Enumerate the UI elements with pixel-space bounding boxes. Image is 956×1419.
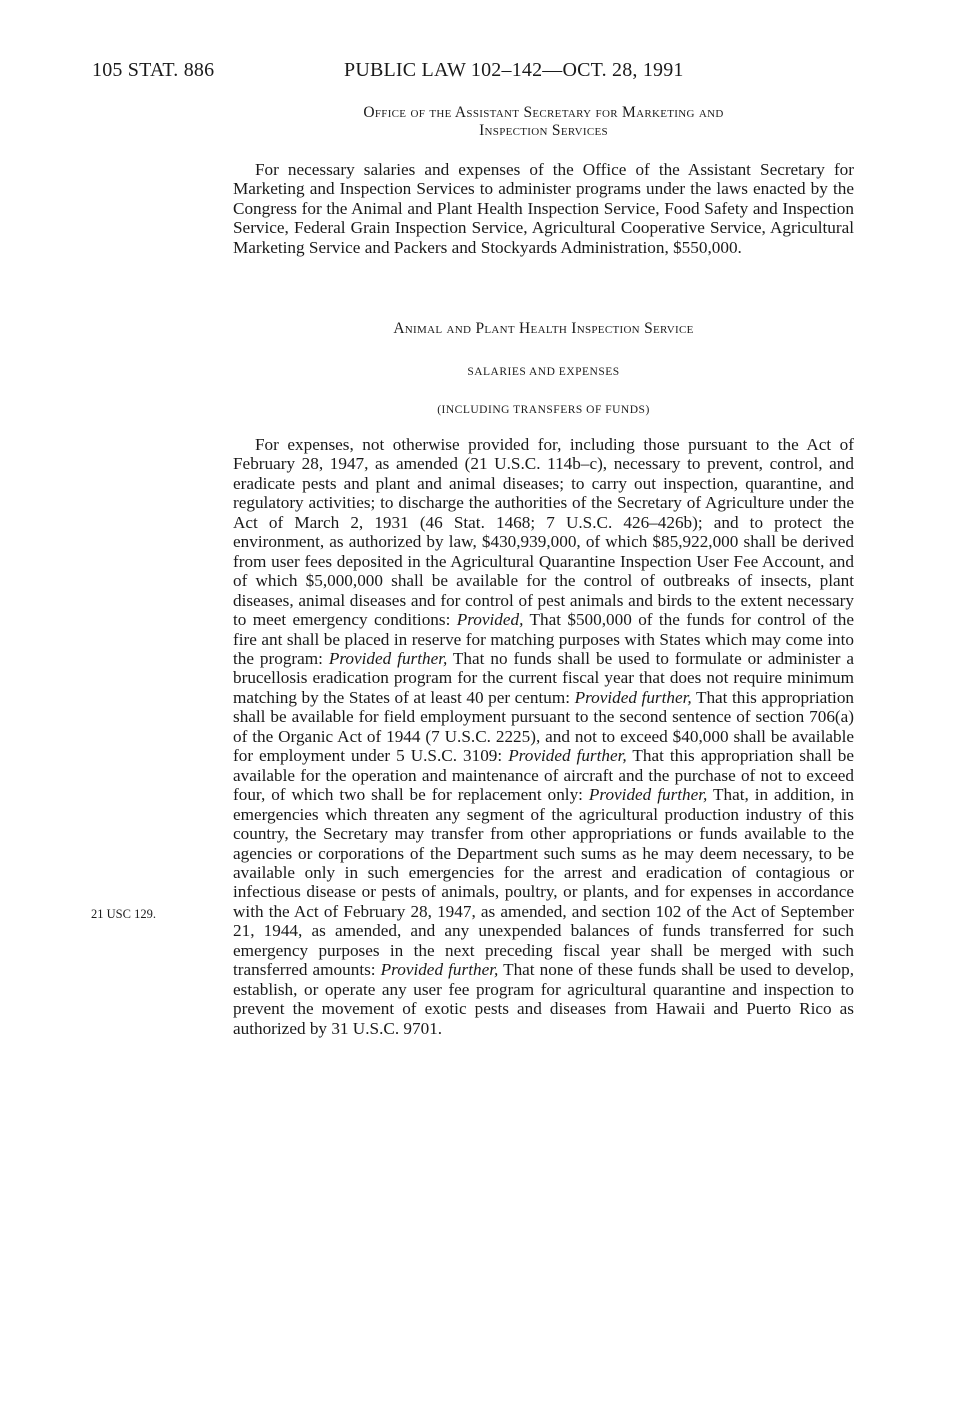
proviso-italic: Provided further, [380, 960, 499, 980]
proviso-italic: Provided further, [574, 687, 692, 707]
section-heading-line: Inspection Services [479, 122, 608, 139]
public-law-title: PUBLIC LAW 102–142—OCT. 28, 1991 [344, 59, 684, 81]
text-run: That no funds shall be used to formulate or administer a brucellosis eradication program for the current fiscal year that does not require minimum matching by the States of at least 40 per centum: [233, 648, 855, 707]
section-paragraph: For necessary salaries and expenses of the Office of the Assistant Secretary for Marketing and Inspection Services to administer programs under the laws enacted by the Congress for the Animal and Plant Health Inspection Service, Food Safety and Inspection Service, Federal Grain Inspection Service, Agricultural Cooperative Service, Agricultural Marketing Service and Packers and Stockyards Administration, $550,000. [233, 160, 854, 257]
text-run: That this appropriation shall be available for the operation and maintenance of aircraft and the purchase of not to exceed four, of which two shall be for replacement only: [233, 746, 854, 805]
statute-reference: 105 STAT. 886 [92, 59, 215, 81]
proviso-italic: Provided further, [328, 648, 448, 668]
section-heading-line: Office of the Assistant Secretary for Marketing and [363, 104, 724, 121]
section-1-body [233, 160, 854, 257]
proviso-italic: Provided, [456, 610, 524, 630]
section-2-body [233, 435, 854, 1038]
subheading: SALARIES AND EXPENSES [467, 366, 620, 378]
text-run: For expenses, not otherwise provided for, including those pursuant to the Act of February 28, 1947, as amended (21 U.S.C. 114b–c), necessary to prevent, control, and eradicate pests and plant and animal diseases; to carry out inspection, quarantine, and regulatory activities; to discharge the authorities of the Secretary of Agriculture under the Act of March 2, 1931 (46 Stat. 1468; 7 U.S.C. 426–426b); and to protect the environment, as authorized by law, $430,939,000, of which $85,922,000 shall be derived from user fees deposited in the Agricultural Quarantine Inspection User Fee Account, and of which $5,000,000 shall be available for the control of outbreaks of insects, plant diseases, animal diseases and for control of pest animals and birds to the extent necessary to meet emergency conditions: [233, 435, 854, 630]
section-office-marketing-inspection [233, 104, 854, 140]
subheading-transfers [233, 403, 854, 417]
text-run: That $500,000 of the funds for control of the fire ant shall be placed in reserve for matching purposes with States which may come into the program: [233, 610, 854, 668]
text-run: That, in addition, in emergencies which threaten any segment of the agricultural production industry of this country, the Secretary may transfer from other appropriations or funds available to the agencies or corporations of the Department such sums as he may deem necessary, to be available only in such emergencies for the arrest and eradication of contagious or infectious disease or pests of animals, poultry, or plants, and for expenses in accordance with the Act of February 28, 1947, as amended, and section 102 of the Act of September 21, 1944, as amended, and any unexpended balances of funds transferred for such emergency purposes in the next preceding fiscal year shall be merged with such transferred amounts: [233, 785, 854, 980]
proviso-italic: Provided further, [588, 785, 708, 805]
section-heading: Animal and Plant Health Inspection Service [393, 320, 694, 337]
margin-note: 21 USC 129. [91, 907, 156, 921]
text-run: That none of these funds shall be used to develop, establish, or operate any user fee program for agricultural quarantine and inspection to prevent the movement of exotic pests and diseases from Hawaii and Puerto Rico as authorized by 31 U.S.C. 9701. [233, 960, 855, 1038]
subheading-salaries [233, 365, 854, 379]
section-aphis [233, 320, 854, 338]
section-paragraph [233, 435, 854, 1038]
proviso-italic: Provided further, [508, 746, 627, 766]
subheading: (INCLUDING TRANSFERS OF FUNDS) [437, 404, 650, 416]
text-run: That this appropriation shall be available for field employment pursuant to the second sentence of section 706(a) of the Organic Act of 1944 (7 U.S.C. 2225), and not to exceed $40,000 shall be available for employment under 5 U.S.C. 3109: [233, 687, 855, 766]
section-heading [233, 104, 854, 140]
